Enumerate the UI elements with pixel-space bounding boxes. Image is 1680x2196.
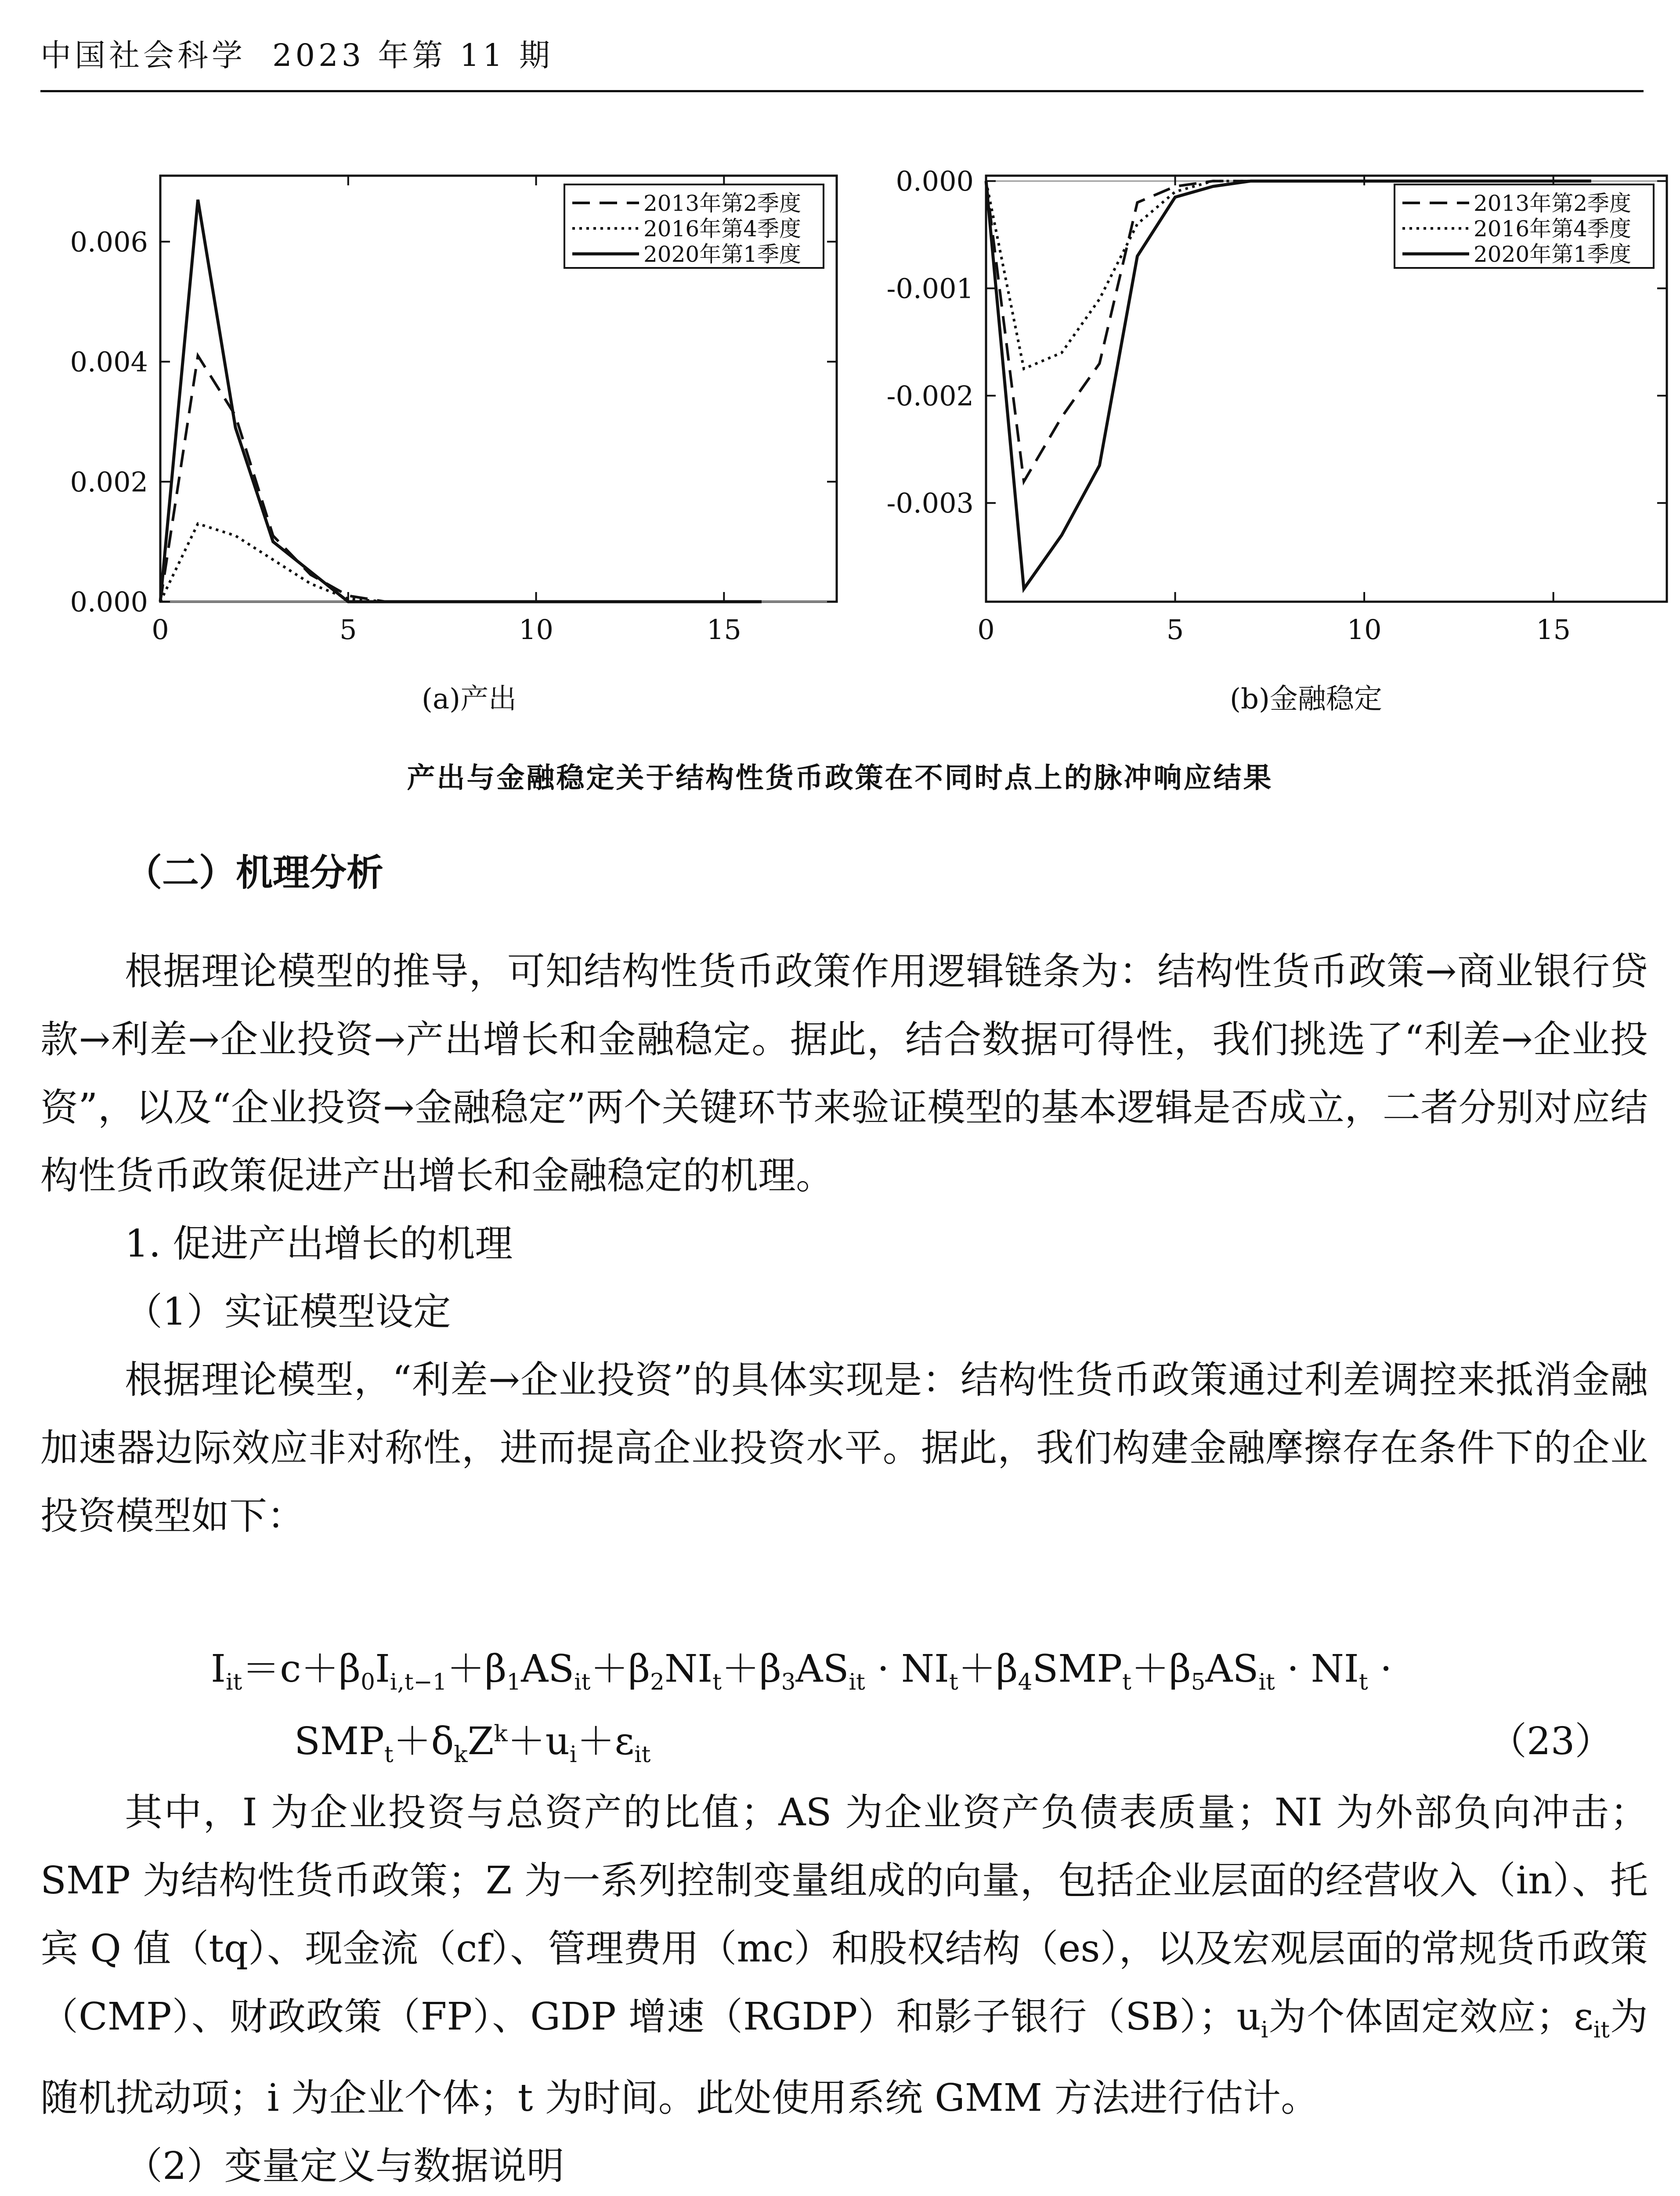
panel-label-output: (a)产出 bbox=[422, 683, 517, 715]
x-tick-label: 15 bbox=[706, 614, 741, 646]
paragraph-model-intro: 根据理论模型，“利差→企业投资”的具体实现是：结构性货币政策通过利差调控来抵消金融加速器边际效应非对称性，进而提高企业投资水平。据此，我们构建金融摩擦存在条件下的企业投资模型如下： bbox=[40, 1358, 1648, 1538]
y-tick-label: 0.000 bbox=[70, 586, 148, 618]
panel-label-financial-stability: (b)金融稳定 bbox=[1230, 683, 1382, 715]
equation-line-2: $SMP_t+\delta_kZ^k+u_i+\varepsilon_{it}$ bbox=[294, 1719, 651, 1768]
heading-model-setup: （1）实证模型设定 bbox=[125, 1290, 451, 1334]
legend-entry-2: 2016年第4季度 bbox=[643, 216, 802, 242]
y-tick-label: 0.002 bbox=[70, 466, 148, 498]
y-tick-label: 0.004 bbox=[70, 346, 148, 378]
x-tick-label: 15 bbox=[1536, 614, 1571, 646]
y-tick-label: 0.000 bbox=[896, 165, 974, 198]
equation-line-1: $I_{it}=c+\beta_0I_{i,t-1}+\beta_1AS_{it}+\beta_2NI_t+\beta_3AS_{it} \cdot NI_t+\beta_4SMP_t+\beta_5AS_{it} \cdot NI_t$ · bbox=[211, 1647, 1392, 1696]
y-tick-label: -0.001 bbox=[886, 272, 974, 305]
running-header bbox=[40, 31, 553, 75]
legend-entry-3: 2020年第1季度 bbox=[1474, 242, 1632, 267]
issue-label: 2023 年第 11 期 bbox=[272, 37, 553, 73]
heading-output-mechanism: 1. 促进产出增长的机理 bbox=[125, 1222, 513, 1266]
body-block-2 bbox=[40, 1779, 1648, 2196]
y-tick-label: -0.002 bbox=[886, 379, 974, 412]
x-tick-label: 10 bbox=[519, 614, 554, 646]
equation-number: （23） bbox=[1489, 1719, 1613, 1763]
paragraph-logic-chain: 根据理论模型的推导，可知结构性货币政策作用逻辑链条为：结构性货币政策→商业银行贷款→利差→企业投资→产出增长和金融稳定。据此，结合数据可得性，我们挑选了“利差→企业投资”，以及“企业投资→金融稳定”两个关键环节来验证模型的基本逻辑是否成立，二者分别对应结构性货币政策促进产出增长和金融稳定的机理。 bbox=[40, 950, 1648, 1198]
legend-entry-1: 2013年第2季度 bbox=[643, 191, 802, 216]
x-tick-label: 0 bbox=[152, 614, 169, 646]
paragraph-variable-explanation: 其中，I 为企业投资与总资产的比值；AS 为企业资产负债表质量；NI 为外部负向冲击；SMP 为结构性货币政策；Z 为一系列控制变量组成的向量，包括企业层面的经营收入（in）、托宾 Q 值（tq）、现金流（cf）、管理费用（mc）和股权结构（es），以及宏观层面的常规货币政策（CMP）、财政政策（FP）、GDP 增速（RGDP）和影子银行（SB）；$u_i$为个体固定效应；$\varepsilon_{it}$为随机扰动项；i 为企业个体；t 为时间。此处使用系统 GMM 方法进行估计。 bbox=[40, 1791, 1648, 2120]
body-block-1 bbox=[40, 938, 1648, 1550]
heading-variable-definition: （2）变量定义与数据说明 bbox=[125, 2144, 564, 2189]
x-tick-label: 5 bbox=[1166, 614, 1184, 646]
series-line-2 bbox=[160, 524, 762, 602]
x-tick-label: 5 bbox=[340, 614, 357, 646]
x-tick-label: 10 bbox=[1347, 614, 1382, 646]
series-line-1 bbox=[160, 356, 762, 602]
y-tick-label: -0.003 bbox=[886, 487, 974, 520]
journal-name: 中国社会科学 bbox=[40, 37, 246, 73]
y-tick-label: 0.006 bbox=[70, 226, 148, 258]
legend-entry-3: 2020年第1季度 bbox=[643, 242, 802, 267]
legend-entry-1: 2013年第2季度 bbox=[1474, 191, 1632, 216]
figure-caption: 产出与金融稳定关于结构性货币政策在不同时点上的脉冲响应结果 bbox=[407, 762, 1273, 795]
section-title: （二）机理分析 bbox=[125, 851, 384, 894]
chart-output-impulse-response bbox=[0, 145, 856, 672]
x-tick-label: 0 bbox=[977, 614, 995, 646]
chart-financial-stability-impulse-response bbox=[843, 145, 1680, 672]
legend-entry-2: 2016年第4季度 bbox=[1474, 216, 1632, 242]
header-rule bbox=[40, 90, 1644, 92]
